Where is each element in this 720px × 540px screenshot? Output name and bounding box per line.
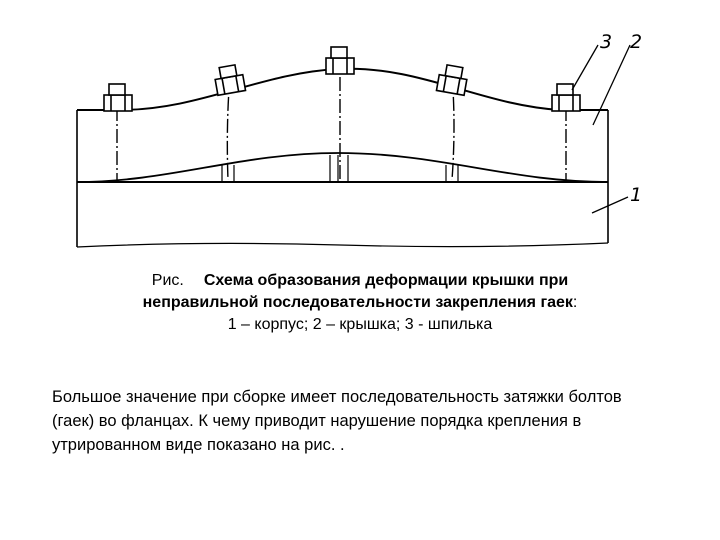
figure-caption bbox=[60, 270, 660, 336]
caption-title-line-1: Схема образования деформации крышки при bbox=[203, 272, 569, 289]
housing-part bbox=[77, 182, 608, 247]
diagram-svg bbox=[60, 15, 670, 255]
label-cover-2: 2 bbox=[630, 31, 643, 53]
body-line-2: (гаек) во фланцах. К чему приводит нарушение порядка крепления в bbox=[52, 412, 582, 430]
caption-colon: : bbox=[572, 294, 578, 311]
leader-body bbox=[592, 197, 628, 213]
body-paragraph bbox=[52, 385, 692, 457]
caption-line-2 bbox=[60, 292, 660, 314]
body-line-1: Большое значение при сборке имеет последовательность затяжки болтов bbox=[52, 388, 622, 406]
leader-lines bbox=[572, 45, 630, 213]
nut-4 bbox=[436, 64, 468, 95]
deformation-diagram bbox=[60, 15, 670, 255]
nut-5 bbox=[552, 84, 580, 111]
nut-3 bbox=[326, 47, 354, 74]
body-line-3: утрированном виде показано на рис. . bbox=[52, 436, 345, 454]
leader-cover bbox=[593, 45, 630, 125]
caption-line-1 bbox=[60, 270, 660, 292]
nut-2 bbox=[213, 64, 245, 95]
cover-part bbox=[77, 69, 608, 182]
nut-1 bbox=[104, 84, 132, 111]
label-stud-3: 3 bbox=[600, 31, 613, 53]
caption-prefix: Рис. bbox=[151, 272, 184, 289]
caption-legend: 1 – корпус; 2 – крышка; 3 - шпилька bbox=[227, 316, 493, 333]
leader-stud bbox=[572, 45, 598, 90]
label-body-1: 1 bbox=[630, 184, 643, 206]
caption-title-line-2: неправильной последовательности закрепления гаек bbox=[142, 294, 573, 311]
